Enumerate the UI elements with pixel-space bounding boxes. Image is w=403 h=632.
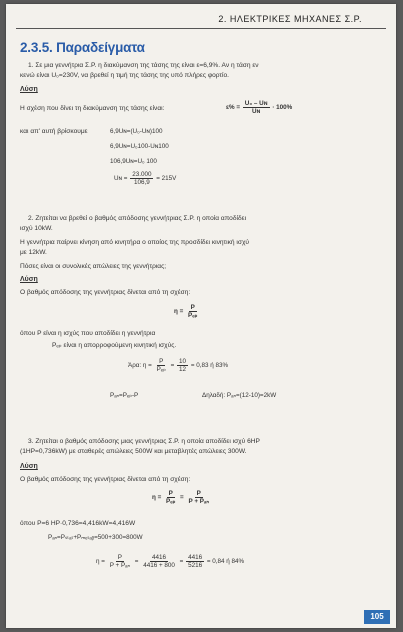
ex2-loss-formula: Pₐₙ=Pₑₚ-P <box>110 392 139 399</box>
ex2-formula: η = $\frac{P}{\text{Pₑₚ}}$ <box>174 304 198 319</box>
page-number-badge: 105 <box>364 610 390 624</box>
ex1-eq2: 6,9Uɴ=U₀100-Uɴ100 <box>110 143 169 150</box>
ex2-question-line3: Η γεννήτρια παίρνει κίνηση από κινητήρα ο οποίος της προσδίδει κινητική ισχύ <box>20 239 250 246</box>
ex2-question-line2: ισχύ 10kW. <box>20 225 53 232</box>
ex3-formula: η = $\frac{P}{\text{Pₑₚ}}$ = $\frac{P}{\text{P + Pₐₙ}}$ <box>152 490 209 505</box>
ex2-text2: όπου P είναι η ισχύς που αποδίδει η γεννήτρια <box>20 330 156 337</box>
ex3-question-line2: (1HP=0,736kW) με σταθερές απώλειες 500W και μεταβλητές απώλειες 300W. <box>20 448 247 455</box>
book-page <box>6 4 396 628</box>
ex1-solution-label: Λύση <box>20 86 38 93</box>
ex3-text3: Pₐₙ=Pₛₜₐₜ+Pₘₑₜₐᵦ=500+300=800W <box>48 534 143 541</box>
ex1-eq3: 106,9Uɴ=U₀ 100 <box>110 158 157 165</box>
ex2-question-line4: με 12kW. <box>20 249 47 256</box>
ex1-question-line1: 1. Σε μια γεννήτρια Σ.Ρ. η διακύμανση της τάσης της είναι ε=6,9%. Αν η τάση εν <box>28 62 259 69</box>
ex3-calc: η = $\frac{P}{\text{P + Pₐₙ}}$ = $\frac{4416}{4416 + 800}$ = $\frac{4416}{5216}$ = 0,84 ή 84% <box>96 554 245 569</box>
header-rule <box>16 28 386 29</box>
ex2-question-line5: Πόσες είναι οι συνολικές απώλειες της γεννήτριας; <box>20 263 167 270</box>
ex1-text1: Η σχέση που δίνει τη διακύμανση της τάσης είναι: <box>20 105 165 112</box>
ex3-text2: όπου P=6 HP·0,736=4,416kW=4,416W <box>20 520 136 527</box>
ex3-text1: Ο βαθμός απόδοσης της γεννήτριας δίνεται από τη σχέση: <box>20 476 191 483</box>
ex3-solution-label: Λύση <box>20 463 38 470</box>
chapter-header: 2. ΗΛΕΚΤΡΙΚΕΣ ΜΗΧΑΝΕΣ Σ.Ρ. <box>218 14 362 24</box>
ex2-question-line1: 2. Ζητείται να βρεθεί ο βαθμός απόδοσης γεννήτριας Σ.Ρ. η οποία αποδίδει <box>28 215 247 222</box>
ex1-eq1: 6,9Uɴ=(U₀-Uɴ)100 <box>110 128 163 135</box>
ex3-question-line1: 3. Ζητείται ο βαθμός απόδοσης μιας γεννήτριας Σ.Ρ. η οποία αποδίδει ισχύ 6HP <box>28 438 260 445</box>
ex1-eq4: Uɴ = $\frac{23.000}{106,9}$ = 215V <box>114 171 177 186</box>
ex2-calc: Άρα: η = $\frac{P}{\text{Pₑₚ}}$ = $\frac{10}{12}$ = 0,83 ή 83% <box>128 358 229 373</box>
ex2-text1: Ο βαθμός απόδοσης της γεννήτριας δίνεται από τη σχέση: <box>20 289 191 296</box>
ex1-formula: ε% = $\frac{\text{U₀ – Uɴ}}{\text{Uɴ}}$ · 100% <box>226 100 293 115</box>
ex1-text2: και απ' αυτή βρίσκουμε <box>20 128 88 135</box>
ex2-loss-result: Δηλαδή: Pₐₙ=(12-10)=2kW <box>202 392 277 399</box>
ex2-text3: Pₑₚ είναι η απορροφούμενη κινητική ισχύς. <box>52 342 177 349</box>
ex1-question-line2: κενώ είναι U₀=230V, να βρεθεί η τιμή της τάσης της υπό πλήρες φορτίο. <box>20 72 229 79</box>
section-title: 2.3.5. Παραδείγματα <box>20 40 145 55</box>
ex2-solution-label: Λύση <box>20 276 38 283</box>
